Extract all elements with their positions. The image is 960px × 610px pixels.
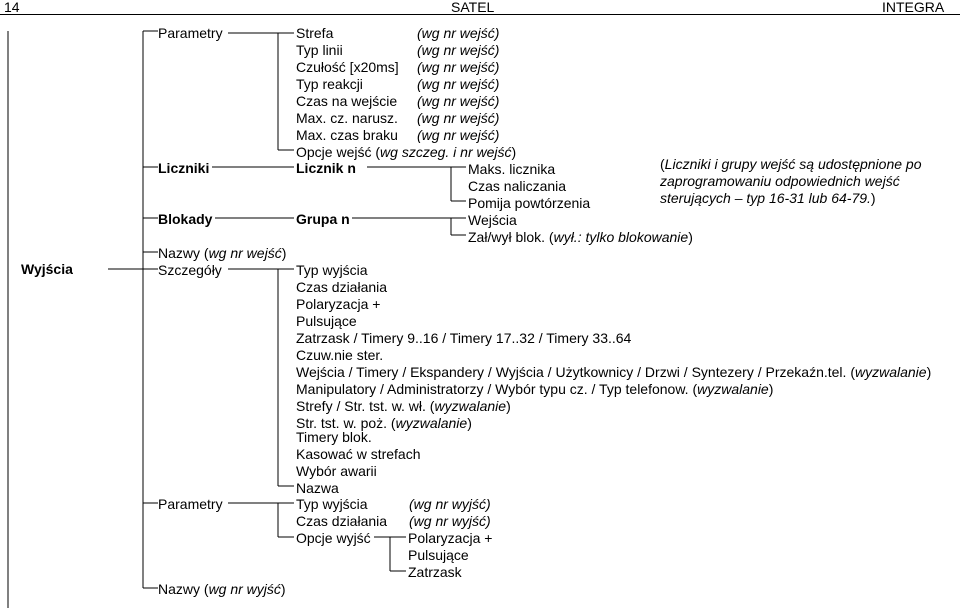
wyzw-1-note: wyzwalanie: [854, 364, 927, 380]
opcje-wejsc-close: ): [511, 144, 517, 160]
wyzw-2-close: ): [768, 381, 774, 397]
sz-wyzw-3: [296, 398, 511, 414]
note-line1-text: Liczniki i grupy wejść są udostępnione po: [664, 156, 922, 172]
sz-polaryzacja: Polaryzacja +: [296, 296, 381, 312]
nazwy-wyjsc-close: ): [280, 581, 286, 597]
sz-kasowac: Kasować w strefach: [296, 446, 421, 462]
grupa-n-label: Grupa n: [296, 211, 350, 227]
wyzw-4-text: Str. tst. w. poż. (: [296, 415, 396, 431]
param-typ-reakcji: Typ reakcji: [296, 76, 363, 92]
sz-czuw-nie-ster: Czuw.nie ster.: [296, 347, 384, 363]
sz-wyzw-2: [296, 381, 773, 397]
sz-czas-dzialania: Czas działania: [296, 279, 388, 295]
page-number: 14: [4, 0, 20, 15]
liczniki-note-line2: zaprogramowaniu odpowiednich wejść: [660, 173, 900, 189]
po-typ-wyjscia-note: (wg nr wyjść): [409, 496, 491, 512]
licznik-pomija: Pomija powtórzenia: [468, 195, 591, 211]
sz-pulsujace: Pulsujące: [296, 313, 357, 329]
note-close: ): [870, 190, 876, 206]
zal-wyl-note: wył.: tylko blokowanie: [553, 229, 689, 245]
sz-timery-blok: Timery blok.: [296, 429, 372, 445]
wyzw-1-close: ): [926, 364, 932, 380]
wyzw-3-close: ): [506, 398, 511, 414]
nazwy-wejsc-close: ): [281, 245, 287, 261]
wyzw-2-note: wyzwalanie: [697, 381, 769, 397]
sz-nazwa: Nazwa: [296, 480, 339, 496]
param-opcje-wejsc: [296, 144, 516, 160]
wyzw-4-note: wyzwalanie: [395, 415, 468, 431]
nazwy-wyjsc-note: wg nr wyjść: [208, 581, 281, 597]
opcje-wejsc-text: Opcje wejść (: [296, 144, 381, 160]
param-czulosc-note: (wg nr wejść): [417, 59, 500, 75]
wyzw-4-close: ): [467, 415, 472, 431]
sz-wybor-awarii: Wybór awarii: [296, 463, 377, 479]
params-label: Parametry: [158, 25, 223, 41]
zal-wyl-text: Zał/wył blok. (: [468, 229, 554, 245]
note-line3-text: sterujących – typ 16-31 lub 64-79.: [660, 190, 871, 206]
po-pulsujace: Pulsujące: [408, 547, 469, 563]
wyzw-2-text: Manipulatory / Administratorzy / Wybór typu cz. / Typ telefonow. (: [296, 381, 698, 397]
sz-wyzw-1: [296, 364, 931, 380]
nazwy-wyjsc: [158, 581, 286, 597]
param-max-cz-narusz-note: (wg nr wejść): [417, 110, 500, 126]
szczegoly-label: Szczegóły: [158, 262, 222, 278]
sz-zatrzask-timery: Zatrzask / Timery 9..16 / Timery 17..32 / Timery 33..64: [296, 330, 632, 346]
param-max-cz-narusz: Max. cz. narusz.: [296, 110, 398, 126]
wyzw-1-text: Wejścia / Timery / Ekspandery / Wyjścia / Użytkownicy / Drzwi / Syntezery / Przekaźn.tel. (: [296, 364, 855, 380]
param-strefa-note: (wg nr wejść): [417, 25, 500, 41]
nazwy-wejsc-note: wg nr wejść: [208, 245, 282, 261]
param-czulosc: Czułość [x20ms]: [296, 59, 399, 75]
blokady-label: Blokady: [158, 211, 213, 227]
param-strefa: Strefa: [296, 25, 334, 41]
param-max-czas-braku-note: (wg nr wejść): [417, 127, 500, 143]
param-typ-reakcji-note: (wg nr wejść): [417, 76, 500, 92]
header-product: INTEGRA: [882, 0, 945, 15]
blokady-wejscia: Wejścia: [468, 212, 517, 228]
liczniki-note-line1: [660, 156, 921, 172]
param-czas-na-wejscie: Czas na wejście: [296, 93, 398, 109]
po-polaryzacja: Polaryzacja +: [408, 530, 493, 546]
licznik-czas-naliczania: Czas naliczania: [468, 178, 567, 194]
root-label: Wyjścia: [21, 261, 73, 277]
nazwy-wejsc-text: Nazwy (: [158, 245, 209, 261]
liczniki-note-line3: [660, 190, 876, 206]
licznik-maks: Maks. licznika: [468, 161, 556, 177]
param-max-czas-braku: Max. czas braku: [296, 127, 398, 143]
note-open: (: [660, 156, 665, 172]
po-opcje-wyjsc: Opcje wyjść: [296, 530, 371, 546]
param-czas-na-wejscie-note: (wg nr wejść): [417, 93, 500, 109]
wyzw-3-note: wyzwalanie: [434, 398, 507, 414]
zal-wyl-close: ): [688, 229, 693, 245]
po-czas-dzialania: Czas działania: [296, 513, 388, 529]
nazwy-wejsc: [158, 245, 286, 261]
blokady-zal-wyl: [468, 229, 693, 245]
sz-typ-wyjscia: Typ wyjścia: [296, 262, 368, 278]
po-zatrzask: Zatrzask: [408, 564, 462, 580]
licznik-n-label: Licznik n: [296, 160, 356, 176]
params-out-label: Parametry: [158, 496, 223, 512]
param-typ-linii-note: (wg nr wejść): [417, 42, 500, 58]
liczniki-label: Liczniki: [158, 160, 210, 176]
wyzw-3-text: Strefy / Str. tst. w. wł. (: [296, 398, 435, 414]
opcje-wejsc-note: wg szczeg. i nr wejść: [380, 144, 512, 160]
param-typ-linii: Typ linii: [296, 42, 343, 58]
po-czas-dzialania-note: (wg nr wyjść): [409, 513, 491, 529]
po-typ-wyjscia: Typ wyjścia: [296, 496, 368, 512]
nazwy-wyjsc-text: Nazwy (: [158, 581, 209, 597]
header-brand: SATEL: [451, 0, 495, 15]
